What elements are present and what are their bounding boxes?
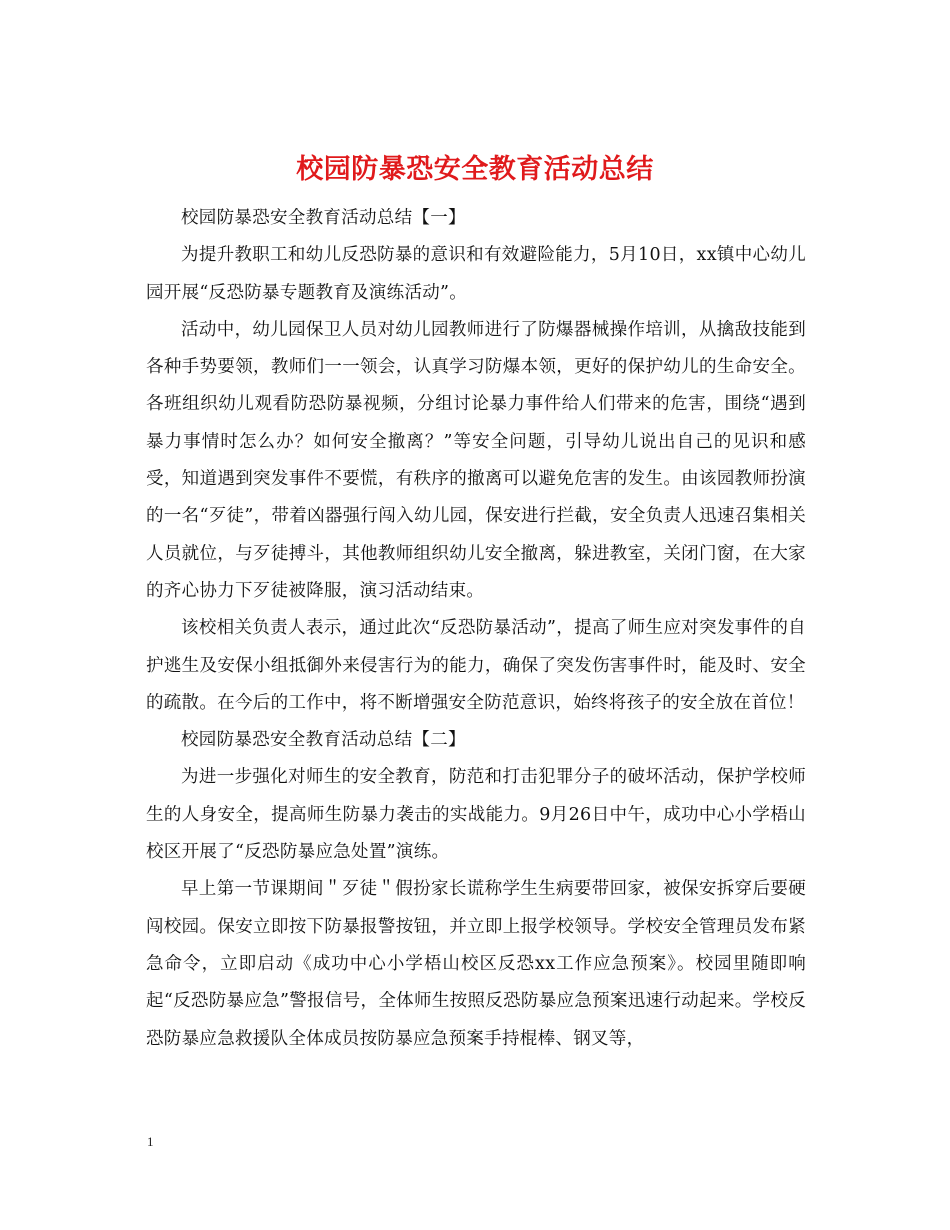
document-body [146, 200, 806, 1058]
section-heading-2: 校园防暴恐安全教育活动总结【二】 [181, 730, 466, 751]
page-number: 1 [147, 1134, 154, 1149]
section-heading-1: 校园防暴恐安全教育活动总结【一】 [181, 208, 466, 228]
paragraph: 活动中，幼儿园保卫人员对幼儿园教师进行了防爆器械操作培训，从擒敌技能到各种手势要领，教师们一一领会，认真学习防爆本领，更好的保护幼儿的生命安全。各班组织幼儿观看防恐防暴视频，分组讨论暴力事件给人们带来的危害，围绕“遇到暴力事情时怎么办？如何安全撤离？”等安全问题，引导幼儿说出自己的见识和感受，知道遇到突发事件不要慌，有秩序的撤离可以避免危害的发生。由该园教师扮演的一名“歹徒”，带着凶器强行闯入幼儿园，保安进行拦截，安全负责人迅速召集相关人员就位，与歹徒搏斗，其他教师组织幼儿安全撤离，躲进教室，关闭门窗，在大家的齐心协力下歹徒被降服，演习活动结束。 [146, 319, 806, 601]
document-title: 校园防暴恐安全教育活动总结 [296, 154, 654, 186]
paragraph: 该校相关负责人表示，通过此次“反恐防暴活动”，提高了师生应对突发事件的自护逃生及安保小组抵御外来侵害行为的能力，确保了突发伤害事件时，能及时、安全的疏散。在今后的工作中，将不断增强安全防范意识，始终将孩子的安全放在首位！ [146, 618, 806, 713]
paragraph: 早上第一节课期间＂歹徒＂假扮家长谎称学生生病要带回家，被保安拆穿后要硬闯校园。保安立即按下防暴报警按钮，并立即上报学校领导。学校安全管理员发布紧急命令，立即启动《成功中心小学梧山校区反恐xx工作应急预案》。校园里随即响起“反恐防暴应急”警报信号，全体师生按照反恐防暴应急预案迅速行动起来。学校反恐防暴应急救援队全体成员按防暴应急预案手持棍棒、钢叉等， [146, 879, 806, 1049]
paragraph: 为提升教职工和幼儿反恐防暴的意识和有效避险能力，5月10日，xx镇中心幼儿园开展“反恐防暴专题教育及演练活动”。 [146, 245, 806, 303]
paragraph: 为进一步强化对师生的安全教育，防范和打击犯罪分子的破坏活动，保护学校师生的人身安全，提高师生防暴力袭击的实战能力。9月26日中午，成功中心小学梧山校区开展了“反恐防暴应急处置”演练。 [146, 767, 806, 863]
